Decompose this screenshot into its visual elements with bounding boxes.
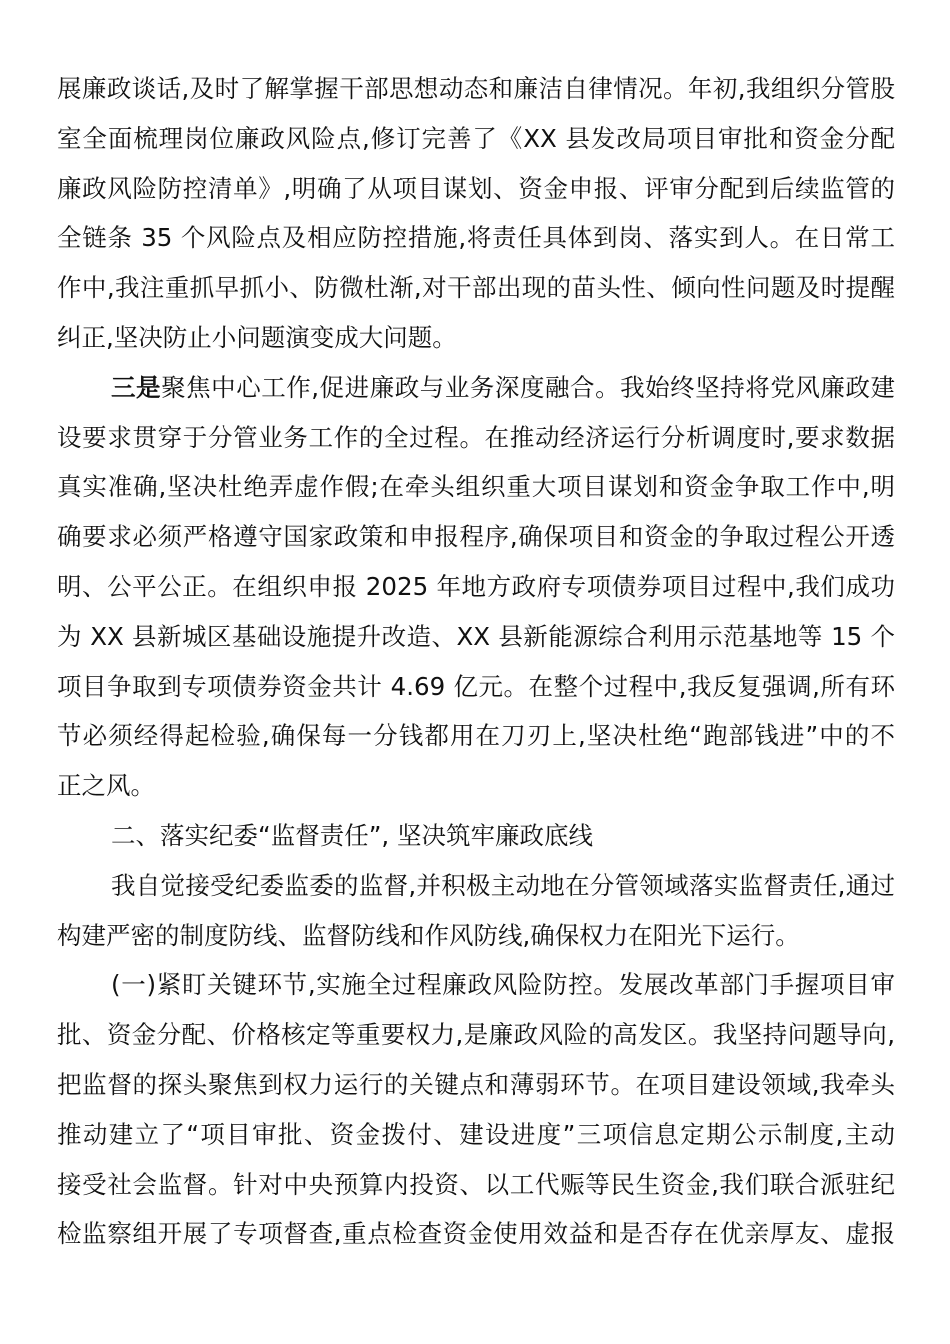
text-line: 检监察组开展了专项督查,重点检查资金使用效益和是否存在优亲厚友、虚报 bbox=[57, 1219, 895, 1249]
paragraph-lead-bold: 三是 bbox=[111, 372, 162, 402]
text-line: 为 XX 县新城区基础设施提升改造、XX 县新能源综合利用示范基地等 15 个 bbox=[57, 621, 895, 651]
text-line: 全链条 35 个风险点及相应防控措施,将责任具体到岗、落实到人。在日常工 bbox=[57, 223, 895, 253]
text-line: 纠正,坚决防止小问题演变成大问题。 bbox=[57, 322, 457, 352]
text-line: 廉政风险防控清单》,明确了从项目谋划、资金申报、评审分配到后续监管的 bbox=[57, 173, 895, 203]
text-line: 把监督的探头聚焦到权力运行的关键点和薄弱环节。在项目建设领域,我牵头 bbox=[57, 1069, 895, 1099]
text-line-rest: 聚焦中心工作,促进廉政与业务深度融合。我始终坚持将党风廉政建 bbox=[161, 372, 895, 402]
text-line: 推动建立了“项目审批、资金拨付、建设进度”三项信息定期公示制度,主动 bbox=[57, 1119, 895, 1149]
text-line: 设要求贯穿于分管业务工作的全过程。在推动经济运行分析调度时,要求数据 bbox=[57, 422, 895, 452]
text-line: 室全面梳理岗位廉政风险点,修订完善了《XX 县发改局项目审批和资金分配 bbox=[57, 123, 895, 153]
paragraph-2 bbox=[57, 363, 895, 811]
section-heading bbox=[57, 811, 895, 861]
text-line: 明、公平公正。在组织申报 2025 年地方政府专项债券项目过程中,我们成功 bbox=[57, 571, 895, 601]
text-line: 展廉政谈话,及时了解掌握干部思想动态和廉洁自律情况。年初,我组织分管股 bbox=[57, 74, 895, 103]
text-line: 我自觉接受纪委监委的监督,并积极主动地在分管领域落实监督责任,通过 bbox=[111, 870, 895, 900]
text-line: 批、资金分配、价格核定等重要权力,是廉政风险的高发区。我坚持问题导向, bbox=[57, 1020, 895, 1050]
text-line: (一)紧盯关键环节,实施全过程廉政风险防控。发展改革部门手握项目审 bbox=[111, 970, 895, 1000]
text-line: 构建严密的制度防线、监督防线和作风防线,确保权力在阳光下运行。 bbox=[57, 920, 800, 950]
heading-text: 二、落实纪委“监督责任”, 坚决筑牢廉政底线 bbox=[111, 820, 593, 850]
text-line: 节必须经得起检验,确保每一分钱都用在刀刃上,坚决杜绝“跑部钱进”中的不 bbox=[57, 721, 895, 751]
paragraph-1 bbox=[57, 64, 895, 363]
text-line: 接受社会监督。针对中央预算内投资、以工代赈等民生资金,我们联合派驻纪 bbox=[57, 1169, 895, 1199]
paragraph-4 bbox=[57, 960, 895, 1259]
text-line: 项目争取到专项债券资金共计 4.69 亿元。在整个过程中,我反复强调,所有环 bbox=[57, 671, 895, 701]
document-page bbox=[57, 64, 895, 1259]
paragraph-3 bbox=[57, 861, 895, 961]
text-line: 真实准确,坚决杜绝弄虚作假;在牵头组织重大项目谋划和资金争取工作中,明 bbox=[57, 472, 895, 502]
text-line: 作中,我注重抓早抓小、防微杜渐,对干部出现的苗头性、倾向性问题及时提醒 bbox=[57, 273, 895, 303]
text-line bbox=[57, 363, 895, 413]
text-line: 正之风。 bbox=[57, 771, 155, 801]
text-line: 确要求必须严格遵守国家政策和申报程序,确保项目和资金的争取过程公开透 bbox=[57, 522, 895, 552]
